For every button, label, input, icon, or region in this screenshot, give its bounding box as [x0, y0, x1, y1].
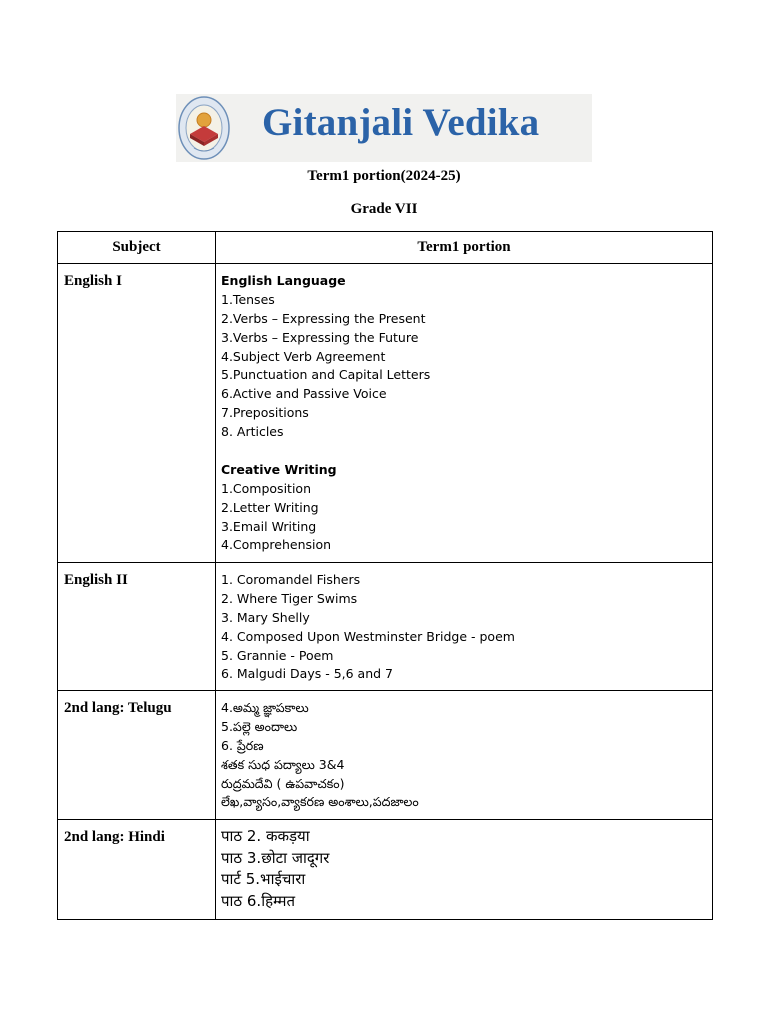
subject-cell: English II: [58, 563, 216, 691]
portion-table: [57, 231, 713, 920]
table-row: [58, 691, 713, 820]
portion-item: 4.Comprehension: [221, 537, 332, 553]
portion-item: శతక సుధ పద్యాలు 3&4: [221, 756, 345, 772]
grade-heading: Grade VII: [350, 201, 418, 217]
school-logo-banner: [176, 94, 592, 162]
portion-item: 3. Mary Shelly: [221, 609, 310, 625]
portion-item: 1.Composition: [221, 480, 311, 496]
section-heading: Creative Writing: [221, 461, 337, 477]
portion-item: 6. Malgudi Days - 5,6 and 7: [221, 666, 394, 682]
portion-item: 4.Subject Verb Agreement: [221, 348, 386, 364]
section-heading: English Language: [221, 273, 346, 288]
portion-item: 4.అమ్మ జ్ఞాపకాలు: [221, 700, 309, 715]
portion-item: 8. Articles: [221, 424, 284, 440]
portion-item: 2.Letter Writing: [221, 499, 319, 515]
portion-item: లేఖ,వ్యాసం,వ్యాకరణ అంశాలు,పదజాలం: [221, 794, 419, 810]
portion-cell: [216, 820, 713, 920]
subject-cell: English I: [58, 264, 216, 563]
portion-item: రుద్రమదేవి ( ఉపవాచకం): [221, 775, 345, 791]
portion-cell: [216, 691, 713, 820]
table-row: [58, 563, 713, 691]
portion-item: 5.పల్లె అందాలు: [221, 718, 298, 734]
portion-cell: [216, 563, 713, 691]
column-header-portion: Term1 portion: [216, 232, 713, 264]
school-emblem-icon: [178, 96, 230, 160]
portion-item: 3.Verbs – Expressing the Future: [221, 329, 419, 345]
table-row: [58, 820, 713, 920]
subject-cell: 2nd lang: Telugu: [58, 691, 216, 820]
portion-item: पाठ 6.हिम्मत: [221, 892, 296, 911]
portion-item: 1.Tenses: [221, 291, 275, 307]
portion-cell: [216, 264, 713, 563]
portion-item: 1. Coromandel Fishers: [221, 572, 361, 587]
table-header-row: [58, 232, 713, 264]
portion-item: पाठ 2. ककड़या: [221, 827, 310, 845]
portion-item: 3.Email Writing: [221, 518, 317, 534]
portion-item: 2.Verbs – Expressing the Present: [221, 310, 426, 326]
school-name-logo-text: Gitanjali Vedika: [262, 101, 540, 144]
portion-item: 6. ప్రేరణ: [221, 737, 264, 753]
subject-cell: 2nd lang: Hindi: [58, 820, 216, 920]
portion-item: 4. Composed Upon Westminster Bridge - poem: [221, 628, 515, 644]
table-row: [58, 264, 713, 563]
portion-item: 5. Grannie - Poem: [221, 647, 334, 663]
column-header-subject: Subject: [58, 232, 216, 264]
portion-item: 2. Where Tiger Swims: [221, 590, 358, 606]
portion-item: पाठ 3.छोटा जादूगर: [221, 848, 330, 867]
portion-item: 7.Prepositions: [221, 405, 309, 421]
portion-item: पार्ट 5.भाईचारा: [221, 870, 306, 889]
portion-item: 6.Active and Passive Voice: [221, 386, 387, 402]
portion-item: 5.Punctuation and Capital Letters: [221, 367, 431, 383]
document-title: Term1 portion(2024-25): [307, 168, 461, 184]
spacer: [221, 442, 707, 461]
